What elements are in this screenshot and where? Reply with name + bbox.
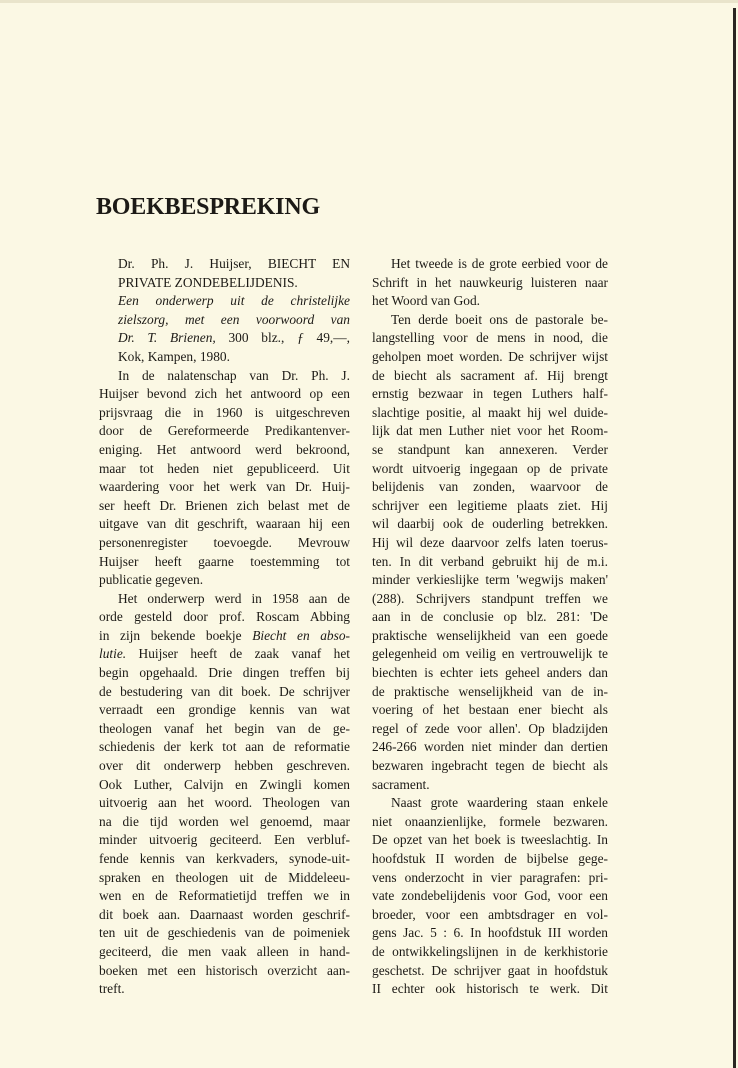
text-line: na die tijd worden wel genoemd, maar	[99, 813, 350, 829]
text-run: Huijser heeft de zaak vanaf het	[126, 646, 350, 662]
citation-line: zielszorg, met een voorwoord van	[118, 311, 350, 327]
citation-line: Dr. T. Brienen, 300 blz., ƒ 49,—,	[118, 330, 351, 346]
review-paragraph-4	[372, 311, 608, 794]
text-line: bezwaren ingebracht tegen de biecht als	[372, 758, 608, 774]
text-line: Huijser bevond zich het antwoord op een	[99, 386, 350, 402]
text-line: De opzet van het boek is tweeslachtig. In	[372, 832, 608, 848]
text-line: broeder, voor een ambtsdrager en vol-	[372, 906, 608, 922]
text-line: belijdenis van zonden, waarvoor de	[372, 479, 608, 495]
text-line: gens Jac. 5 : 6. In hoofdstuk III worden	[372, 925, 608, 941]
text-line: treft.	[99, 981, 125, 997]
text-line: minder uitvoerig geciteerd. Een verbluf-	[99, 832, 350, 848]
text-line: slachtige positie, al maakt hij wel duide-	[372, 404, 608, 420]
text-line: Naast grote waardering staan enkele	[391, 795, 608, 811]
text-line: begin opgehaald. Drie dingen treffen bij	[99, 665, 350, 681]
text-line: langstelling voor de mens in nood, die	[372, 330, 608, 346]
text-line: wen en de Reformatietijd treffen we in	[99, 888, 350, 904]
text-line: aan in de conclusie op blz. 281: 'De	[372, 609, 608, 625]
text-line	[99, 645, 350, 664]
text-line: regel of zede voor allen'. Op bladzijden	[372, 720, 608, 736]
review-paragraph-2	[99, 590, 350, 999]
text-line: niet onaanzienlijke, formele bezwaren.	[372, 813, 608, 829]
text-line: Ook Luther, Calvijn en Zwingli komen	[99, 776, 350, 792]
text-line: voering of het bestaan ener biecht als	[372, 702, 608, 718]
citation-line: Kok, Kampen, 1980.	[118, 348, 230, 364]
text-line: uitvoerig aan het woord. Theologen van	[99, 795, 350, 811]
text-line: de praktische wenselijkheid van de in-	[372, 683, 608, 699]
text-line: Schrift in het nauwkeurig luisteren naar	[372, 274, 608, 290]
text-line: schrijver een legitieme plaats ziet. Hij	[372, 497, 608, 513]
text-line: spraken en theologen uit de Middeleeu-	[99, 869, 350, 885]
text-line: lijk dat men Luther niet voor het Room-	[372, 423, 608, 439]
text-line: de biecht als sacrament af. Hij brengt	[372, 367, 608, 383]
text-line: Hij wil deze daarvoor zelfs laten toerus-	[372, 534, 608, 550]
text-line: 246-266 worden niet minder dan dertien	[372, 739, 608, 755]
text-line: geciteerd, die men vaak alleen in hand-	[99, 943, 350, 959]
text-line: de ontwikkelingslijnen in de kerkhistorie	[372, 943, 608, 959]
page-right-edge-shadow	[733, 8, 736, 1068]
text-line: wil daarbij ook de ouderling betrekken.	[372, 516, 608, 532]
text-line: se standpunt kan annexeren. Verder	[372, 441, 608, 457]
text-line: In de nalatenschap van Dr. Ph. J.	[118, 367, 350, 383]
text-line: geschetst. De schrijver gaat in hoofdstuk	[372, 962, 608, 978]
text-line: gelegenheid om veilig en vertrouwelijk te	[372, 646, 608, 662]
book-title-italic: lutie.	[99, 646, 127, 662]
text-line: uitgave van dit geschrift, waaraan hij een	[99, 516, 350, 532]
text-line: geholpen moet worden. De schrijver wijst	[372, 348, 608, 364]
text-line: II echter ook historisch te werk. Dit	[372, 981, 608, 997]
text-line: vate zondebelijdenis voor God, voor een	[372, 888, 608, 904]
text-line: Ten derde boeit ons de pastorale be-	[391, 311, 608, 327]
section-heading: BOEKBESPREKING	[96, 194, 320, 220]
text-line: theologen vanaf het begin van de ge-	[99, 720, 350, 736]
text-line: sacrament.	[372, 776, 430, 792]
text-line: praktische wenselijkheid van een goede	[372, 627, 608, 643]
text-line: over dit onderwerp hebben geschreven.	[99, 758, 350, 774]
text-line: schiedenis der kerk tot aan de reformatie	[99, 739, 350, 755]
text-line: biechten is echter iets geheel anders dan	[372, 665, 608, 681]
text-line: Huijser heeft gaarne toestemming tot	[99, 553, 350, 569]
text-line: publicatie gegeven.	[99, 572, 204, 588]
text-line: door de Gereformeerde Predikantenver-	[99, 423, 350, 439]
text-line: het Woord van God.	[372, 293, 481, 309]
citation-line: Een onderwerp uit de christelijke	[118, 293, 350, 309]
text-line: ten. In dit verband gebruikt hij de m.i.	[372, 553, 608, 569]
text-line: ernstig bezwaar in tegen Luthers half-	[372, 386, 608, 402]
text-line: orde gesteld door prof. Roscam Abbing	[99, 609, 350, 625]
review-paragraph-3	[372, 255, 608, 311]
text-line: prijsvraag die in 1960 is uitgeschreven	[99, 404, 350, 420]
left-column	[99, 255, 351, 999]
citation-line: Dr. Ph. J. Huijser, BIECHT EN	[118, 256, 350, 271]
citation-line: PRIVATE ZONDEBELIJDENIS.	[118, 274, 298, 290]
text-line: verraadt een grondige kennis van wat	[99, 702, 350, 718]
text-line: wordt uitvoerig ingegaan op de private	[372, 460, 608, 476]
text-line: boeken met een historisch overzicht aan-	[99, 962, 350, 978]
text-line: waardering voor het werk van Dr. Huij-	[99, 479, 350, 495]
text-line: personenregister toevoegde. Mevrouw	[99, 534, 350, 550]
text-line: ten uit de geschiedenis van de poimeniek	[99, 925, 350, 941]
text-line: eniging. Het antwoord werd bekroond,	[99, 441, 350, 457]
text-line: de bestudering van dit boek. De schrijver	[99, 683, 350, 699]
page-top-edge	[0, 0, 738, 3]
text-line: hoofdstuk II worden de bijbelse gege-	[372, 851, 608, 866]
text-line: vens onderzocht in vier paragrafen: pri-	[372, 869, 608, 885]
text-line: minder verkieslijke term 'wegwijs maken'	[372, 572, 608, 588]
text-run: in zijn bekende boekje	[99, 627, 253, 643]
review-paragraph-5	[372, 794, 608, 999]
text-line: maar tot heden niet gepubliceerd. Uit	[99, 460, 350, 476]
text-line: Het onderwerp werd in 1958 aan de	[118, 590, 350, 606]
text-line: ser heeft Dr. Brienen zich belast met de	[99, 497, 350, 513]
text-line: dit boek aan. Daarnaast worden geschrif-	[99, 906, 350, 922]
text-line: fende kennis van kerkvaders, synode-uit-	[99, 851, 350, 866]
right-column	[372, 255, 608, 999]
text-line: Het tweede is de grote eerbied voor de	[391, 256, 608, 271]
text-line	[99, 627, 350, 646]
book-title-italic: Biecht en abso-	[252, 627, 350, 643]
review-paragraph-1	[99, 367, 350, 590]
citation-block	[118, 255, 350, 367]
text-line: (288). Schrijvers standpunt treffen we	[372, 590, 608, 606]
